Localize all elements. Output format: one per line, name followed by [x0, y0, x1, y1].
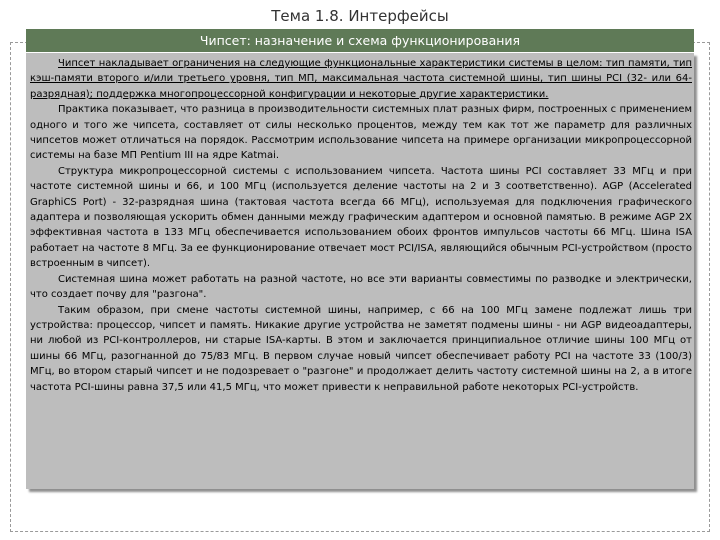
- paragraph-system-bus: Системная шина может работать на разной частоте, но все эти варианты совместимы по разводке и электрически, что создает почву для "разгона".: [30, 273, 692, 301]
- page-title: Тема 1.8. Интерфейсы: [271, 7, 449, 25]
- paragraph-structure: Структура микропроцессорной системы с использованием чипсета. Частота шины PCI составляет 33 МГц и при частоте системной шины и 66, и 100 МГц (используется деление частоты на 2 и 3 соответственно). AGP (Accelerated GraphiCS Port) - 32-разрядная шина (тактовая частота всегда 66 МГц), используемая для подключения графического адаптера и позволяющая ускорить обмен данными между графическим адаптером и основной памятью. В режиме AGP 2X эффективная частота в 133 МГц обеспечивается использованием обоих фронтов импульсов частоты 66 МГц. Шина ISA работает на частоте 8 МГц. За ее функционирование отвечает мост PCI/ISA, являющийся обычным PCI-устройством (просто встроенным в чипсет).: [30, 165, 692, 270]
- slide-body: [26, 53, 694, 489]
- slide-text: [30, 56, 692, 395]
- paragraph-practice: Практика показывает, что разница в производительности системных плат разных фирм, построенных с применением одного и того же чипсета, составляет от силы несколько процентов, между тем как тот же параметр для различных чипсетов может отличаться на порядок. Рассмотрим использование чипсета на примере организации микропроцессорной системы на базе МП Pentium III на ядре Katmai.: [30, 104, 692, 162]
- slide-subtitle-bar: Чипсет: назначение и схема функционирования: [26, 29, 694, 52]
- paragraph-conclusion: Таким образом, при смене частоты системной шины, например, с 66 на 100 МГц замене подлежат лишь три устройства: процессор, чипсет и память. Никакие другие устройства не заметят подмены шины - ни AGP видеоадаптеры, ни любой из PCI-контроллеров, ни старые ISA-карты. В этом и заключается принципиальное отличие шины 100 МГц от шины 66 МГц, разогнанной до 75/83 МГц. В первом случае новый чипсет обеспечивает работу PCI на частоте 33 (100/3) МГц, во втором старый чипсет и не подозревает о "разгоне" и продолжает делить частоту системной шины на 2, а в итоге частота PCI-шины равна 37,5 или 41,5 МГц, что может привести к неправильной работе некоторых PCI-устройств.: [30, 304, 692, 393]
- paragraph-chipset-limits: Чипсет накладывает ограничения на следующие функциональные характеристики системы в целом: тип памяти, тип кэш-памяти второго и/или третьего уровня, тип МП, максимальная частота системной шины, тип шины PCI (32- или 64-разрядная); поддержка многопроцессорной конфигурации и некоторые другие характеристики.: [30, 58, 692, 100]
